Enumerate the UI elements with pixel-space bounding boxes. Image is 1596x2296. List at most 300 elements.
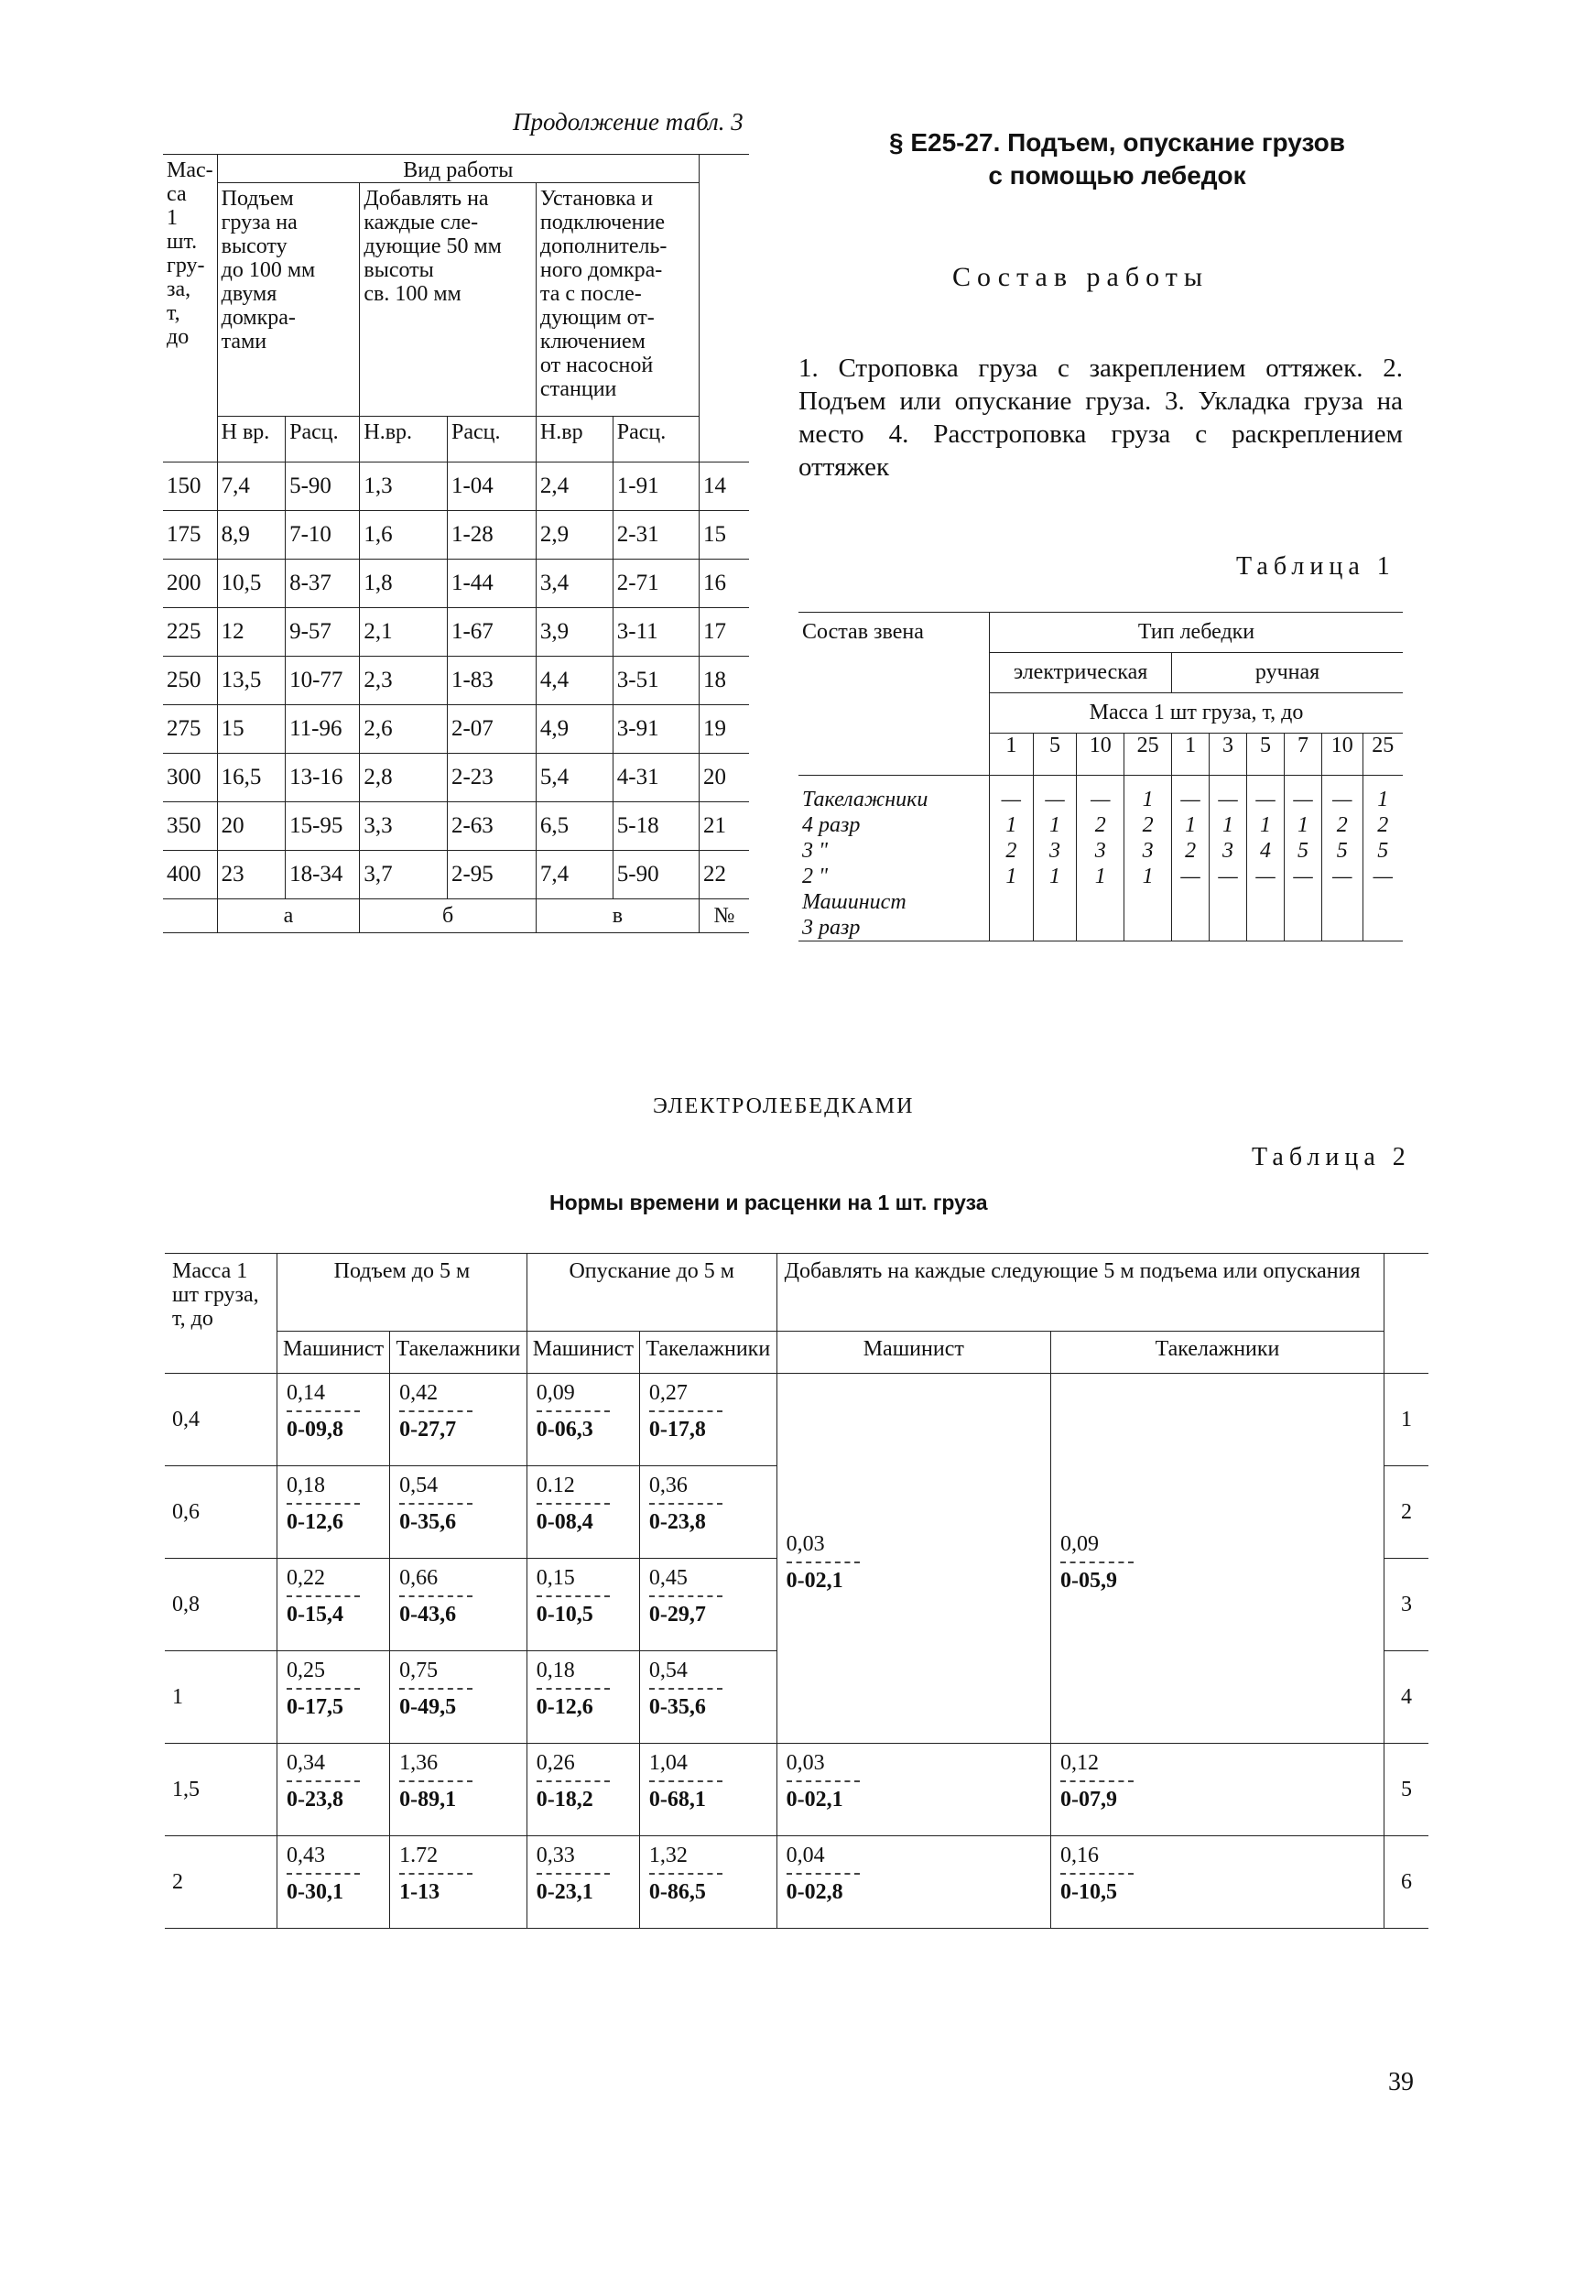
table2-add-value <box>776 1836 1050 1929</box>
table1-crew-value: 5 <box>1297 839 1308 863</box>
table2-value <box>639 1651 776 1744</box>
table3-cell: 8-37 <box>286 560 360 608</box>
fraction-line <box>649 1688 722 1690</box>
table2-machinist-header: Машинист <box>527 1332 639 1374</box>
table3-cell: 2,4 <box>536 462 613 511</box>
table3-cell: 15-95 <box>286 802 360 851</box>
table2-value <box>527 1559 639 1651</box>
table2-value-norm: 0,09 <box>536 1381 575 1405</box>
fraction-line <box>399 1410 472 1412</box>
table1-mass-cell: 1 <box>1172 734 1210 776</box>
table2-label: Таблица 2 <box>1252 1143 1411 1171</box>
table1-crew-cell <box>1077 776 1124 941</box>
table3-subheader: Расц. <box>286 417 360 462</box>
table3-vid-raboty: Вид работы <box>217 155 699 183</box>
table2-row-number: 6 <box>1384 1836 1429 1929</box>
table3 <box>163 154 749 933</box>
table3-cell: 5-90 <box>286 462 360 511</box>
table3-cell: 3-91 <box>613 705 699 754</box>
table1-crew-value: — <box>1218 788 1238 811</box>
table2-value-rate: 0-23,8 <box>648 1510 706 1534</box>
table3-cell: 2,6 <box>360 705 448 754</box>
table1-crew-value: — <box>1218 865 1238 888</box>
table3-cell: 3,3 <box>360 802 448 851</box>
table3-footer-b: б <box>360 899 537 933</box>
table3-subheader: Н вр. <box>217 417 285 462</box>
table2-value <box>277 1836 390 1929</box>
table2-value-norm: 0,26 <box>536 1751 575 1775</box>
table2-row <box>165 1744 1428 1836</box>
table2-row-number: 2 <box>1384 1466 1429 1559</box>
table3-cell: 3-11 <box>613 608 699 657</box>
table1-label: Таблица 1 <box>1236 552 1395 581</box>
table2-value-norm: 1,36 <box>399 1751 439 1775</box>
table3-cell: 1-44 <box>447 560 536 608</box>
table1-crew-value: 2 <box>1142 813 1154 837</box>
table2-value <box>390 1651 527 1744</box>
table1-crew-value: 2 <box>1185 839 1197 863</box>
fraction-line <box>287 1503 360 1505</box>
table3-row <box>163 657 749 705</box>
fraction-line <box>287 1780 360 1782</box>
table3-mass-cell: 300 <box>163 754 217 802</box>
table1-mass-label: Масса 1 шт груза, т, до <box>990 693 1404 734</box>
table1-crew-value: 2 <box>1005 839 1017 863</box>
table3-row-number: 17 <box>700 608 750 657</box>
table3-col-c-header: Установка и подключение дополнитель- ного домкра- та с после- дующим от- ключением от насосной станции <box>536 183 699 417</box>
table3-cell: 7,4 <box>536 851 613 899</box>
table2-riggers-header: Такелажники <box>1050 1332 1384 1374</box>
table2-value <box>277 1466 390 1559</box>
table2-add-value-rate: 0-05,9 <box>1059 1568 1117 1593</box>
table2-value-rate: 0-15,4 <box>287 1603 343 1627</box>
table2-value-rate: 0-23,8 <box>287 1788 343 1812</box>
table1-crew-header: Состав звена <box>798 613 990 776</box>
table3-cell: 2-71 <box>613 560 699 608</box>
table1-crew-value: 1 <box>1260 813 1272 837</box>
table3-cell: 12 <box>217 608 285 657</box>
table2-value-rate: 0-06,3 <box>536 1418 593 1442</box>
table3-cell: 11-96 <box>286 705 360 754</box>
table2-value-rate: 0-89,1 <box>399 1788 457 1812</box>
table2-value <box>527 1836 639 1929</box>
fraction-line <box>287 1873 360 1875</box>
table3-cell: 3-51 <box>613 657 699 705</box>
table1-crew-value: 5 <box>1336 839 1348 863</box>
work-composition-heading: Состав работы <box>952 262 1209 292</box>
table1-crew-value: — <box>1255 865 1276 888</box>
table1-crew-value: 1 <box>1049 813 1061 837</box>
table2-row <box>165 1374 1428 1466</box>
table3-row <box>163 851 749 899</box>
table2-machinist-header: Машинист <box>776 1332 1050 1374</box>
table1-crew-value: 3 <box>1142 839 1154 863</box>
table3-cell: 2,3 <box>360 657 448 705</box>
table2-mass-cell: 1 <box>165 1651 277 1744</box>
table2-add-value-rate: 0-02,8 <box>786 1880 843 1904</box>
table2-value-norm: 0,18 <box>536 1659 575 1682</box>
fraction-line <box>537 1873 610 1875</box>
table3-cell: 6,5 <box>536 802 613 851</box>
fraction-line <box>1060 1780 1134 1782</box>
fraction-line <box>399 1503 472 1505</box>
fraction-line <box>787 1873 860 1875</box>
fraction-line <box>649 1503 722 1505</box>
table1-crew-cell <box>990 776 1034 941</box>
table2-value-norm: 0,27 <box>648 1381 688 1405</box>
table3-subheader: Расц. <box>447 417 536 462</box>
table1-crew-value: 3 <box>1222 839 1234 863</box>
table2-add-value <box>776 1744 1050 1836</box>
table3-mass-cell: 175 <box>163 511 217 560</box>
table2-value <box>277 1559 390 1651</box>
table1-mass-cell: 10 <box>1321 734 1363 776</box>
table2-value <box>527 1651 639 1744</box>
table2-add-value <box>776 1374 1050 1744</box>
table1-crew-cell <box>1172 776 1210 941</box>
table2-value <box>527 1374 639 1466</box>
table2-value-rate: 0-86,5 <box>648 1880 706 1904</box>
table2 <box>165 1253 1428 1929</box>
table1-crew-cell <box>1285 776 1322 941</box>
table2-value-norm: 0,36 <box>648 1474 688 1497</box>
table3-footer-no: № <box>700 899 750 933</box>
table1-crew-value: 2 <box>1377 813 1389 837</box>
table3-row <box>163 705 749 754</box>
table1-crew-value: 1 <box>1094 865 1106 888</box>
fraction-line <box>399 1688 472 1690</box>
table2-mass-cell: 0,4 <box>165 1374 277 1466</box>
table1-crew-cell <box>1321 776 1363 941</box>
table3-subheader: Н.вр <box>536 417 613 462</box>
table3-mass-cell: 275 <box>163 705 217 754</box>
table2-add-value <box>1050 1744 1384 1836</box>
table3-cell: 13,5 <box>217 657 285 705</box>
table2-value <box>277 1651 390 1744</box>
table2-value-norm: 0,43 <box>287 1844 325 1867</box>
table1-crew-value: — <box>1293 865 1313 888</box>
table2-value-norm: 0,34 <box>287 1751 325 1775</box>
table3-mass-cell: 350 <box>163 802 217 851</box>
table2-add-value-norm: 0,03 <box>786 1531 825 1556</box>
table2-machinist-header: Машинист <box>277 1332 390 1374</box>
table3-footer-a: а <box>217 899 360 933</box>
table3-row <box>163 802 749 851</box>
table2-mass-cell: 0,6 <box>165 1466 277 1559</box>
fraction-line <box>399 1873 472 1875</box>
table3-cell: 5-18 <box>613 802 699 851</box>
table2-value-rate: 0-09,8 <box>287 1418 343 1442</box>
table2-value-norm: 0,18 <box>287 1474 325 1497</box>
table3-row-number: 21 <box>700 802 750 851</box>
table1-winch-type: Тип лебедки <box>990 613 1404 653</box>
table2-value-norm: 0,25 <box>287 1659 325 1682</box>
table1-mass-cell: 10 <box>1077 734 1124 776</box>
table1-crew-cell <box>1363 776 1403 941</box>
table2-value-rate: 0-68,1 <box>648 1788 706 1812</box>
table2-mass-cell: 2 <box>165 1836 277 1929</box>
table3-cell: 1-91 <box>613 462 699 511</box>
table3-row <box>163 511 749 560</box>
table3-cell: 3,9 <box>536 608 613 657</box>
table1-mass-cell: 5 <box>1247 734 1285 776</box>
table3-row-number: 15 <box>700 511 750 560</box>
table2-value-norm: 0,45 <box>648 1566 688 1590</box>
table3-cell: 4,9 <box>536 705 613 754</box>
table3-cell: 10,5 <box>217 560 285 608</box>
table2-value <box>390 1374 527 1466</box>
table3-cell: 2-95 <box>447 851 536 899</box>
table3-subheader: Н.вр. <box>360 417 448 462</box>
table3-cell: 1,3 <box>360 462 448 511</box>
table3-cell: 15 <box>217 705 285 754</box>
table3-cell: 2,8 <box>360 754 448 802</box>
table1-crew-value: — <box>1332 865 1352 888</box>
table3-mass-cell: 250 <box>163 657 217 705</box>
table2-value-norm: 0,14 <box>287 1381 325 1405</box>
table2-value-norm: 0,54 <box>648 1659 688 1682</box>
table3-cell: 10-77 <box>286 657 360 705</box>
table3-cell: 1-04 <box>447 462 536 511</box>
table1-crew-value: 5 <box>1377 839 1389 863</box>
table3-cell: 18-34 <box>286 851 360 899</box>
fraction-line <box>537 1410 610 1412</box>
fraction-line <box>649 1410 722 1412</box>
table1-crew-value: 1 <box>1049 865 1061 888</box>
table3-cell: 7,4 <box>217 462 285 511</box>
table3-cell: 4,4 <box>536 657 613 705</box>
table2-add-value <box>1050 1836 1384 1929</box>
table1-crew-value: 1 <box>1377 788 1389 811</box>
table2-mass-header: Масса 1 шт груза, т, до <box>165 1254 277 1374</box>
table2-add-header: Добавлять на каждые следующие 5 м подъема или опускания <box>776 1254 1384 1332</box>
fraction-line <box>537 1780 610 1782</box>
table1-crew-value: — <box>1001 788 1022 811</box>
table1-crew-value: 1 <box>1142 865 1154 888</box>
fraction-line <box>287 1595 360 1597</box>
table2-value-rate: 0-23,1 <box>536 1880 593 1904</box>
table2-value-rate: 0-43,6 <box>399 1603 457 1627</box>
table1-crew-value: 2 <box>1094 813 1106 837</box>
table2-value-rate: 0-30,1 <box>287 1880 343 1904</box>
table2-riggers-header: Такелажники <box>639 1332 776 1374</box>
table1-crew-value: 4 <box>1260 839 1272 863</box>
fraction-line <box>287 1410 360 1412</box>
table1-mass-cell: 25 <box>1124 734 1172 776</box>
table3-cell: 4-31 <box>613 754 699 802</box>
table1-crew-value: — <box>1180 788 1200 811</box>
table1-crew-value: — <box>1180 865 1200 888</box>
fraction-line <box>399 1780 472 1782</box>
table2-value-rate: 0-10,5 <box>536 1603 593 1627</box>
fraction-line <box>1060 1561 1134 1563</box>
table1-crew-value: 1 <box>1222 813 1234 837</box>
table2-row-number: 5 <box>1384 1744 1429 1836</box>
table2-value <box>639 1466 776 1559</box>
page-number: 39 <box>1388 2068 1414 2096</box>
table3-mass-cell: 400 <box>163 851 217 899</box>
table2-value-norm: 0.12 <box>536 1474 575 1497</box>
table1-crew-value: — <box>1293 788 1313 811</box>
table2-add-value-rate: 0-10,5 <box>1059 1880 1117 1904</box>
table1-crew-value: — <box>1255 788 1276 811</box>
table1-mass-cell: 25 <box>1363 734 1403 776</box>
table3-cell: 2-63 <box>447 802 536 851</box>
table2-value-norm: 0,66 <box>399 1566 439 1590</box>
table1-crew-list: Такелажники 4 разр 3 " 2 " Машинист 3 разр <box>798 776 990 941</box>
table3-cell: 7-10 <box>286 511 360 560</box>
table2-value <box>390 1559 527 1651</box>
table2-value-rate: 0-17,5 <box>287 1695 343 1719</box>
table3-row <box>163 754 749 802</box>
table3-cell: 13-16 <box>286 754 360 802</box>
table2-row-number: 4 <box>1384 1651 1429 1744</box>
table3-cell: 16,5 <box>217 754 285 802</box>
table2-row <box>165 1836 1428 1929</box>
fraction-line <box>537 1503 610 1505</box>
table1-crew-cell <box>1124 776 1172 941</box>
table2-row-number: 1 <box>1384 1374 1429 1466</box>
table3-caption: Продолжение табл. 3 <box>513 108 744 136</box>
table1-manual: ручная <box>1172 653 1403 693</box>
table3-cell: 3,7 <box>360 851 448 899</box>
table1-mass-cell: 5 <box>1033 734 1077 776</box>
table2-add-value-norm: 0,12 <box>1059 1751 1099 1775</box>
table3-footer-c: в <box>536 899 699 933</box>
table1-crew-value: 1 <box>1005 865 1017 888</box>
table1-crew-value: 2 <box>1336 813 1348 837</box>
fraction-line <box>787 1561 860 1563</box>
table2-value <box>639 1559 776 1651</box>
table1-crew-value: 3 <box>1049 839 1061 863</box>
fraction-line <box>649 1595 722 1597</box>
fraction-line <box>537 1688 610 1690</box>
table1-crew-value: — <box>1373 865 1393 888</box>
table2-value-norm: 0,33 <box>536 1844 575 1867</box>
table2-value-norm: 1,04 <box>648 1751 688 1775</box>
section-title: § Е25-27. Подъем, опускание грузов с помощью лебедок <box>888 128 1345 190</box>
table2-row-number: 3 <box>1384 1559 1429 1651</box>
table3-cell: 2,9 <box>536 511 613 560</box>
fraction-line <box>287 1688 360 1690</box>
table1-crew-value: 3 <box>1094 839 1106 863</box>
table3-row-number: 19 <box>700 705 750 754</box>
table2-add-value-norm: 0,09 <box>1059 1531 1099 1556</box>
table1-crew-value: 1 <box>1297 813 1308 837</box>
table1-crew-cell <box>1033 776 1077 941</box>
table2-value-rate: 1-13 <box>399 1880 440 1904</box>
table3-subheader: Расц. <box>613 417 699 462</box>
table2-value-norm: 1,32 <box>648 1844 688 1867</box>
table2-value-norm: 0,15 <box>536 1566 575 1590</box>
table2-add-value-norm: 0,16 <box>1059 1844 1099 1867</box>
table2-value-norm: 1.72 <box>399 1844 439 1867</box>
table3-mass-cell: 150 <box>163 462 217 511</box>
table1-electric: электрическая <box>990 653 1172 693</box>
electric-winch-heading: ЭЛЕКТРОЛЕБЕДКАМИ <box>653 1094 915 1118</box>
fraction-line <box>649 1873 722 1875</box>
table3-cell: 5-90 <box>613 851 699 899</box>
table3-cell: 1,6 <box>360 511 448 560</box>
fraction-line <box>399 1595 472 1597</box>
table2-add-value-rate: 0-02,1 <box>786 1788 843 1812</box>
table1-mass-cell: 1 <box>990 734 1034 776</box>
table2-value-rate: 0-18,2 <box>536 1788 593 1812</box>
table2-value-rate: 0-08,4 <box>536 1510 593 1534</box>
table3-cell: 9-57 <box>286 608 360 657</box>
table2-value-rate: 0-49,5 <box>399 1695 457 1719</box>
table3-col-a-header: Подъем груза на высоту до 100 мм двумя домкра- тами <box>217 183 360 417</box>
table1-crew-value: — <box>1332 788 1352 811</box>
table2-add-value-norm: 0,04 <box>786 1844 825 1867</box>
table2-value <box>639 1374 776 1466</box>
table3-col-b-header: Добавлять на каждые сле- дующие 50 мм высоты св. 100 мм <box>360 183 537 417</box>
table3-cell: 1-28 <box>447 511 536 560</box>
table2-value-rate: 0-27,7 <box>399 1418 457 1442</box>
table2-add-value <box>1050 1374 1384 1744</box>
table2-value <box>390 1836 527 1929</box>
table2-value-norm: 0,42 <box>399 1381 439 1405</box>
table3-cell: 2-31 <box>613 511 699 560</box>
table3-row-number: 20 <box>700 754 750 802</box>
table1-crew-cell <box>1210 776 1247 941</box>
table1 <box>798 612 1403 941</box>
table3-row <box>163 608 749 657</box>
fraction-line <box>537 1595 610 1597</box>
table3-cell: 8,9 <box>217 511 285 560</box>
table3-mass-cell: 225 <box>163 608 217 657</box>
table3-cell: 2,1 <box>360 608 448 657</box>
table2-value <box>639 1744 776 1836</box>
table3-row-number: 16 <box>700 560 750 608</box>
work-composition-text: 1. Строповка груза с закреплением оттяжек. 2. Подъем или опускание груза. 3. Укладка груза на место 4. Расстроповка груза с раскреплением оттяжек <box>798 354 1403 482</box>
table1-crew-value: — <box>1091 788 1111 811</box>
table1-crew-value: 1 <box>1142 788 1154 811</box>
table3-row-number: 14 <box>700 462 750 511</box>
table3-cell: 23 <box>217 851 285 899</box>
table2-value-norm: 0,75 <box>399 1659 439 1682</box>
table2-subtitle: Нормы времени и расценки на 1 шт. груза <box>549 1191 988 1214</box>
table2-value-rate: 0-12,6 <box>287 1510 343 1534</box>
table2-value-norm: 0,54 <box>399 1474 439 1497</box>
table1-crew-value: — <box>1045 788 1065 811</box>
table2-value-rate: 0-35,6 <box>648 1695 706 1719</box>
table2-value <box>527 1744 639 1836</box>
table1-crew-cell <box>1247 776 1285 941</box>
fraction-line <box>787 1780 860 1782</box>
table2-value <box>277 1744 390 1836</box>
table2-value <box>390 1466 527 1559</box>
table2-add-value-norm: 0,03 <box>786 1751 825 1775</box>
fraction-line <box>649 1780 722 1782</box>
table2-lower-header: Опускание до 5 м <box>527 1254 776 1332</box>
table3-cell: 2-23 <box>447 754 536 802</box>
table2-value-rate: 0-17,8 <box>648 1418 706 1442</box>
table1-mass-cell: 7 <box>1285 734 1322 776</box>
table2-add-value-rate: 0-02,1 <box>786 1568 843 1593</box>
table2-add-value-rate: 0-07,9 <box>1059 1788 1117 1812</box>
table2-value <box>639 1836 776 1929</box>
table2-lift-header: Подъем до 5 м <box>277 1254 527 1332</box>
table3-cell: 2-07 <box>447 705 536 754</box>
table2-value-norm: 0,22 <box>287 1566 325 1590</box>
table3-mass-cell: 200 <box>163 560 217 608</box>
table3-cell: 3,4 <box>536 560 613 608</box>
table2-value <box>277 1374 390 1466</box>
table3-cell: 1-67 <box>447 608 536 657</box>
table3-cell: 1-83 <box>447 657 536 705</box>
table2-riggers-header: Такелажники <box>390 1332 527 1374</box>
